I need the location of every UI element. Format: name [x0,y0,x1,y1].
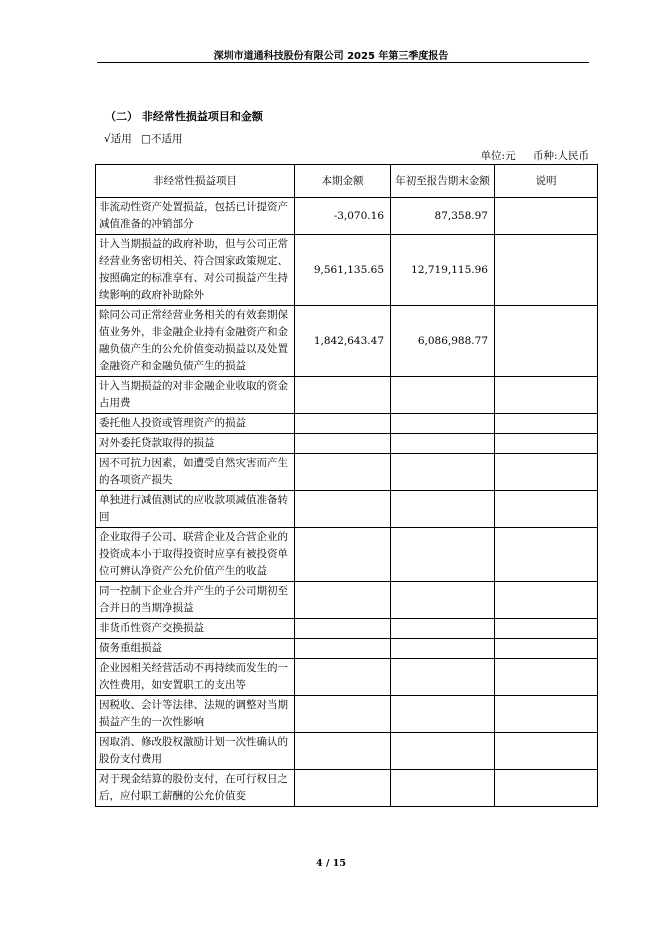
table-row [96,639,598,659]
row-current-amount: 1,842,643.47 [295,306,391,377]
not-applicable-option: □不适用 [141,133,183,145]
applicability-options [104,131,188,146]
row-current-amount [295,770,391,807]
table-row [96,528,598,582]
row-current-amount [295,528,391,582]
row-note [495,377,598,414]
row-current-amount: -3,070.16 [295,198,391,235]
row-item: 对外委托贷款取得的损益 [96,434,295,454]
row-ytd-amount [391,414,495,434]
table-row [96,733,598,770]
row-item: 非流动性资产处置损益，包括已计提资产减值准备的冲销部分 [96,198,295,235]
row-item: 债务重组损益 [96,639,295,659]
row-item: 因税收、会计等法律、法规的调整对当期损益产生的一次性影响 [96,696,295,733]
row-ytd-amount [391,639,495,659]
table-row [96,198,598,235]
row-ytd-amount: 12,719,115.96 [391,235,495,306]
row-ytd-amount [391,770,495,807]
row-ytd-amount: 6,086,988.77 [391,306,495,377]
row-ytd-amount: 87,358.97 [391,198,495,235]
row-item: 因不可抗力因素，如遭受自然灾害而产生的各项资产损失 [96,454,295,491]
row-item: 因取消、修改股权激励计划一次性确认的股份支付费用 [96,733,295,770]
table-header-row [96,165,598,198]
row-note [495,770,598,807]
table-row [96,377,598,414]
table-row [96,434,598,454]
report-header-title: 深圳市道通科技股份有限公司 2025 年第三季度报告 [213,51,449,62]
row-ytd-amount [391,491,495,528]
table-row [96,414,598,434]
row-current-amount [295,434,391,454]
row-note [495,619,598,639]
row-note [495,306,598,377]
table-row [96,454,598,491]
row-item: 委托他人投资或管理资产的损益 [96,414,295,434]
row-ytd-amount [391,619,495,639]
row-current-amount [295,414,391,434]
row-note [495,414,598,434]
row-note [495,528,598,582]
row-current-amount [295,454,391,491]
row-note [495,491,598,528]
row-ytd-amount [391,377,495,414]
table-row [96,235,598,306]
row-item: 单独进行减值测试的应收款项减值准备转回 [96,491,295,528]
col-header-item: 非经常性损益项目 [96,165,295,198]
row-current-amount [295,377,391,414]
row-item: 企业因相关经营活动不再持续而发生的一次性费用，如安置职工的支出等 [96,659,295,696]
row-current-amount [295,733,391,770]
page-number: 4 / 15 [316,858,346,869]
col-header-ytd: 年初至报告期末金额 [391,165,495,198]
row-note [495,582,598,619]
row-note [495,639,598,659]
row-current-amount [295,639,391,659]
row-note [495,659,598,696]
row-current-amount [295,582,391,619]
row-ytd-amount [391,528,495,582]
non-recurring-gains-table [95,164,598,807]
applicable-option: √适用 [104,133,132,145]
col-header-current: 本期金额 [295,165,391,198]
row-ytd-amount [391,582,495,619]
row-current-amount [295,696,391,733]
col-header-note: 说明 [495,165,598,198]
table-row [96,582,598,619]
row-current-amount [295,491,391,528]
row-note [495,733,598,770]
row-note [495,198,598,235]
row-note [495,454,598,491]
row-item: 除同公司正常经营业务相关的有效套期保值业务外，非金融企业持有金融资产和金融负债产生的公允价值变动损益以及处置金融资产和金融负债产生的损益 [96,306,295,377]
row-item: 非货币性资产交换损益 [96,619,295,639]
section-title: （二） 非经常性损益项目和金额 [105,110,263,123]
table-row [96,491,598,528]
table-row [96,619,598,639]
row-current-amount [295,659,391,696]
row-note [495,235,598,306]
table-row [96,770,598,807]
table-row [96,659,598,696]
row-note [495,696,598,733]
row-ytd-amount [391,733,495,770]
row-item: 计入当期损益的政府补助，但与公司正常经营业务密切相关、符合国家政策规定、按照确定的标准享有、对公司损益产生持续影响的政府补助除外 [96,235,295,306]
header-divider [97,62,589,63]
row-current-amount [295,619,391,639]
row-item: 同一控制下企业合并产生的子公司期初至合并日的当期净损益 [96,582,295,619]
row-ytd-amount [391,659,495,696]
row-ytd-amount [391,454,495,491]
table-row [96,696,598,733]
units-line [467,148,589,163]
row-item: 企业取得子公司、联营企业及合营企业的投资成本小于取得投资时应享有被投资单位可辨认净资产公允价值产生的收益 [96,528,295,582]
row-item: 计入当期损益的对非金融企业收取的资金占用费 [96,377,295,414]
unit-label: 单位:元 [480,150,516,162]
currency-label: 币种:人民币 [532,150,589,162]
row-ytd-amount [391,696,495,733]
row-ytd-amount [391,434,495,454]
table-row [96,306,598,377]
row-current-amount: 9,561,135.65 [295,235,391,306]
row-item: 对于现金结算的股份支付，在可行权日之后，应付职工薪酬的公允价值变 [96,770,295,807]
row-note [495,434,598,454]
